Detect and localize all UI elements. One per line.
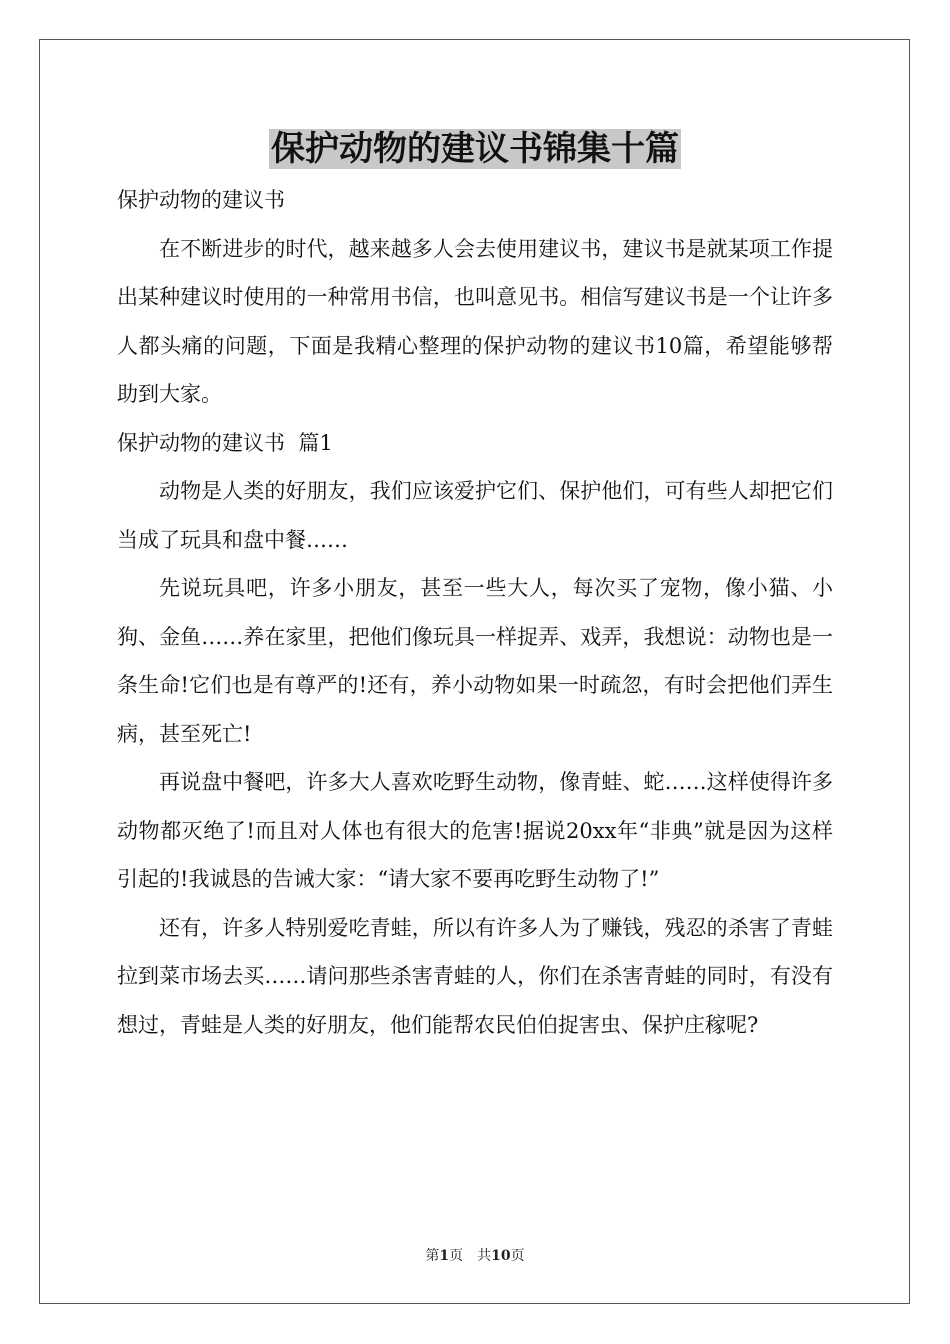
document-subtitle: 保护动物的建议书: [117, 188, 285, 212]
body-paragraph-3: 再说盘中餐吧，许多大人喜欢吃野生动物，像青蛙、蛇……这样使得许多动物都灭绝了!而且对人体也有很大的危害!据说20xx年“非典”就是因为这样引起的!我诚恳的告诫大家：“请大家不要再吃野生动物了!”: [117, 770, 833, 891]
section-heading: 保护动物的建议书 篇1: [117, 430, 333, 455]
footer-prefix: 第: [425, 1248, 440, 1264]
body-paragraph-1: 动物是人类的好朋友，我们应该爱护它们、保护他们，可有些人却把它们当成了玩具和盘中餐……: [117, 479, 833, 552]
title-text: 保护动物的建议书锦集十篇: [271, 129, 679, 169]
footer-page-current: 1: [439, 1248, 450, 1264]
document-body: [117, 176, 833, 1049]
body-paragraph-2: 先说玩具吧，许多小朋友，甚至一些大人，每次买了宠物，像小猫、小狗、金鱼……养在家里，把他们像玩具一样捉弄、戏弄，我想说：动物也是一条生命!它们也是有尊严的!还有，养小动物如果一时疏忽，有时会把他们弄生病，甚至死亡!: [117, 576, 833, 746]
footer-suffix: 页: [510, 1248, 525, 1264]
page-footer: [0, 1246, 950, 1266]
footer-page-total: 10: [491, 1248, 511, 1264]
document-title: [0, 124, 950, 174]
intro-paragraph: 在不断进步的时代，越来越多人会去使用建议书，建议书是就某项工作提出某种建议时使用的一种常用书信，也叫意见书。相信写建议书是一个让许多人都头痛的问题，下面是我精心整理的保护动物的建议书10篇，希望能够帮助到大家。: [117, 236, 833, 406]
footer-mid: 页 共: [449, 1248, 492, 1264]
body-paragraph-4: 还有，许多人特别爱吃青蛙，所以有许多人为了赚钱，残忍的杀害了青蛙拉到菜市场去买……请问那些杀害青蛙的人，你们在杀害青蛙的同时，有没有想过，青蛙是人类的好朋友，他们能帮农民伯伯捉害虫、保护庄稼呢?: [117, 915, 833, 1037]
